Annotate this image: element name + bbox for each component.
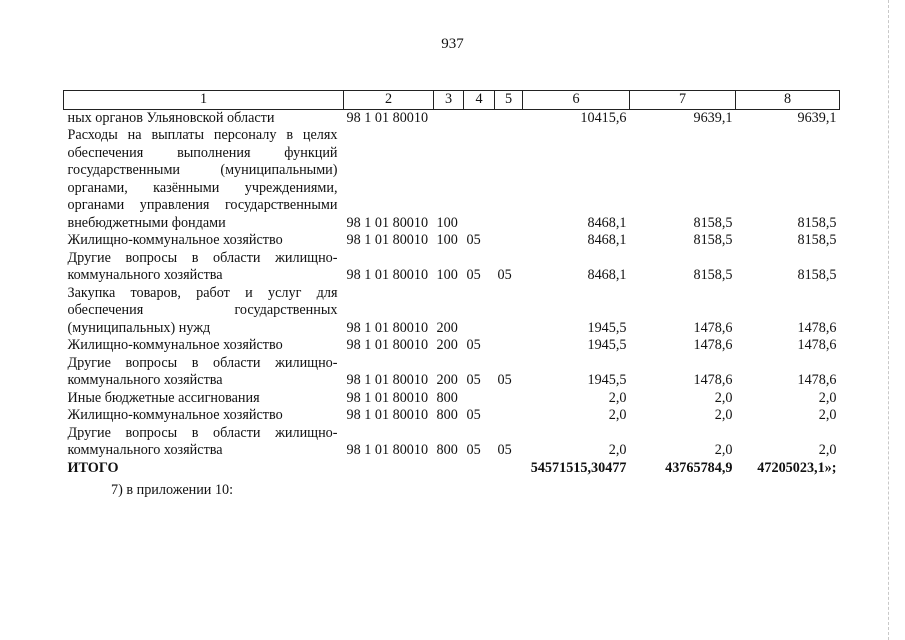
row-value-7: 2,0	[714, 389, 733, 406]
total-value-8: 47205023,1»;	[757, 459, 837, 476]
empty-cell	[344, 460, 434, 478]
row-value-6: 10415,6	[580, 109, 627, 126]
row-expense-type: 100	[436, 214, 458, 231]
row-value-7: 8158,5	[693, 267, 733, 283]
total-value-7: 43765784,9	[665, 459, 733, 476]
column-header: 1	[64, 91, 344, 110]
row-value-8: 2,0	[818, 407, 837, 423]
row-section: 05	[466, 372, 481, 388]
row-expense-type: 200	[436, 372, 458, 388]
row-value-6: 1945,5	[587, 372, 627, 388]
row-expense-type: 200	[436, 337, 458, 353]
row-value-8: 1478,6	[797, 372, 837, 388]
row-expense-type: 800	[436, 442, 458, 458]
row-code: 98 1 01 80010	[346, 389, 429, 406]
row-value-7: 8158,5	[693, 232, 733, 248]
column-header: 8	[736, 91, 840, 110]
row-value-8: 1478,6	[797, 319, 837, 336]
row-subsection	[495, 390, 523, 408]
row-code: 98 1 01 80010	[346, 109, 429, 126]
row-section	[464, 127, 495, 232]
total-row	[64, 460, 840, 478]
table-row	[64, 337, 840, 355]
row-code: 98 1 01 80010	[346, 337, 429, 353]
row-value-8: 9639,1	[797, 109, 837, 126]
table-row	[64, 250, 840, 285]
column-header: 5	[495, 91, 523, 110]
column-header: 4	[464, 91, 495, 110]
row-subsection	[495, 232, 523, 250]
row-expense-type: 800	[436, 389, 458, 406]
appendix-note: 7) в приложении 10:	[111, 482, 234, 498]
row-subsection	[495, 109, 523, 127]
row-expense-type	[434, 109, 464, 127]
row-expense-type: 800	[436, 407, 458, 423]
empty-cell	[495, 460, 523, 478]
row-code: 98 1 01 80010	[346, 319, 429, 336]
row-value-6: 2,0	[608, 442, 627, 458]
empty-cell	[434, 460, 464, 478]
row-subsection	[495, 285, 523, 338]
row-subsection: 05	[497, 267, 512, 283]
row-section	[464, 285, 495, 338]
row-name: Жилищно-коммунальное хозяйство	[67, 232, 283, 248]
row-value-7: 8158,5	[693, 214, 733, 231]
row-name: Закупка товаров, работ и услуг для обеспечения государственных (муниципальных) нужд	[67, 284, 338, 336]
row-expense-type: 200	[436, 319, 458, 336]
row-value-6: 8468,1	[587, 214, 627, 231]
row-value-6: 2,0	[608, 407, 627, 423]
row-section: 05	[466, 407, 481, 423]
row-value-7: 1478,6	[693, 319, 733, 336]
row-code: 98 1 01 80010	[346, 267, 429, 283]
table-row	[64, 425, 840, 460]
row-value-8: 2,0	[818, 442, 837, 458]
total-label: ИТОГО	[67, 459, 119, 476]
row-value-7: 1478,6	[693, 337, 733, 353]
row-value-6: 8468,1	[587, 232, 627, 248]
row-name: Расходы на выплаты персоналу в целях обеспечения выполнения функций государственными (муниципальными) органами, казёнными учреждениями, органами управления государственными внебюджетными фондами	[67, 127, 338, 231]
column-header: 6	[523, 91, 630, 110]
row-expense-type: 100	[436, 232, 458, 248]
row-code: 98 1 01 80010	[346, 214, 429, 231]
row-section: 05	[466, 232, 481, 248]
table-row	[64, 232, 840, 250]
row-value-8: 2,0	[818, 389, 837, 406]
row-subsection	[495, 127, 523, 232]
row-value-7: 2,0	[714, 407, 733, 423]
table-row	[64, 109, 840, 127]
row-value-8: 8158,5	[797, 267, 837, 283]
row-value-6: 1945,5	[587, 337, 627, 353]
row-name: Другие вопросы в области жилищно-коммунального хозяйства	[67, 354, 338, 388]
table-row	[64, 285, 840, 338]
table-header-row	[64, 91, 840, 110]
row-expense-type: 100	[436, 267, 458, 283]
table-row	[64, 407, 840, 425]
row-value-6: 8468,1	[587, 267, 627, 283]
row-section: 05	[466, 267, 481, 283]
row-name: Жилищно-коммунальное хозяйство	[67, 337, 283, 353]
row-value-7: 1478,6	[693, 372, 733, 388]
column-header: 3	[434, 91, 464, 110]
page-number: 937	[441, 36, 464, 52]
row-name: Другие вопросы в области жилищно-коммунального хозяйства	[67, 424, 338, 458]
column-header: 7	[630, 91, 736, 110]
table-row	[64, 390, 840, 408]
row-code: 98 1 01 80010	[346, 232, 429, 248]
row-section: 05	[466, 337, 481, 353]
page-edge-divider	[888, 0, 889, 640]
row-code: 98 1 01 80010	[346, 372, 429, 388]
row-name: Иные бюджетные ассигнования	[67, 389, 260, 406]
row-value-6: 1945,5	[587, 319, 627, 336]
row-subsection: 05	[497, 372, 512, 388]
row-section	[464, 109, 495, 127]
row-subsection	[495, 407, 523, 425]
row-section	[464, 390, 495, 408]
budget-table	[63, 90, 840, 477]
column-header: 2	[344, 91, 434, 110]
row-code: 98 1 01 80010	[346, 442, 429, 458]
row-value-8: 1478,6	[797, 337, 837, 353]
row-value-8: 8158,5	[797, 214, 837, 231]
row-value-6: 2,0	[608, 389, 627, 406]
row-value-7: 2,0	[714, 442, 733, 458]
row-name: Другие вопросы в области жилищно-коммунального хозяйства	[67, 249, 338, 283]
row-name: Жилищно-коммунальное хозяйство	[67, 407, 283, 423]
row-subsection: 05	[497, 442, 512, 458]
row-subsection	[495, 337, 523, 355]
row-value-8: 8158,5	[797, 232, 837, 248]
total-value-6: 54571515,30477	[530, 459, 627, 476]
row-section: 05	[466, 442, 481, 458]
empty-cell	[464, 460, 495, 478]
table-row	[64, 355, 840, 390]
row-code: 98 1 01 80010	[346, 407, 429, 423]
table-row	[64, 127, 840, 232]
row-name: ных органов Ульяновской области	[67, 109, 275, 126]
row-value-7: 9639,1	[693, 109, 733, 126]
